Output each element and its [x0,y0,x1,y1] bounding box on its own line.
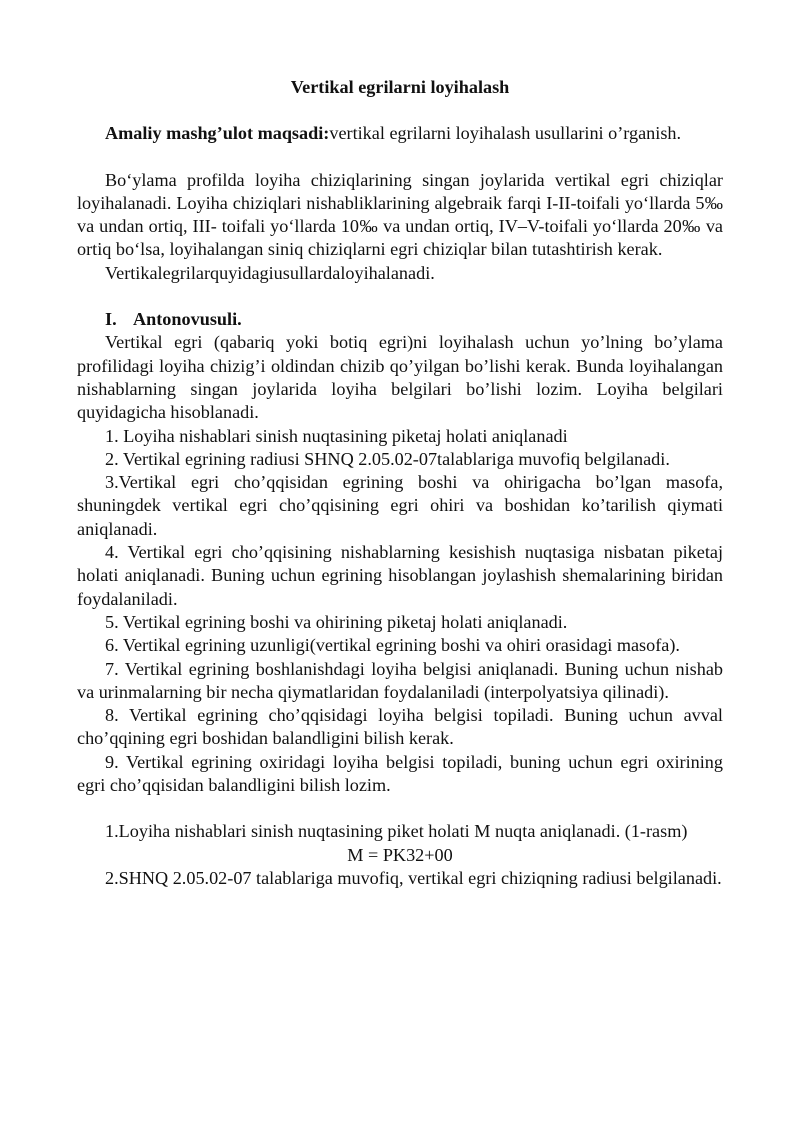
section-heading [77,308,723,331]
step-2-paragraph: 2.SHNQ 2.05.02-07 talablariga muvofiq, vertikal egri chiziqning radiusi belgilanadi. [105,867,722,888]
list-item: 7. Vertikal egrining boshlanishdagi loyiha belgisi aniqlanadi. Buning uchun nishab va urinmalarning bir necha qiymatlaridan foydalaniladi (interpolyatsiya qilinadi). [77,658,723,702]
aim-text: vertikal egrilarni loyihalash usullarini o’rganish. [329,123,682,144]
spacer [77,797,723,820]
list-item: 6. Vertikal egrining uzunligi(vertikal egrining boshi va ohiri orasidagi masofa). [105,635,680,656]
spacer [77,285,723,308]
spacer [77,99,723,122]
list-item: 1. Loyiha nishablari sinish nuqtasining piketaj holati aniqlanadi [105,425,568,446]
section-paragraph: Vertikal egri (qabariq yoki botiq egri)ni loyihalash uchun yo’lning bo’ylama profilidagi loyiha chizig’i oldindan chizib qo’yilgan bo’lishi kerak. Bunda loyihalangan nishablarning singan joylarida loyiha belgilari bo’lishi lozim. Loyiha belgilari quyidagicha hisoblanadi. [77,332,723,423]
aim-label: Amaliy mashg’ulot maqsadi: [105,123,330,144]
list-item: 8. Vertikal egrining cho’qqisidagi loyiha belgisi topiladi. Buning uchun avval cho’qqining egri boshidan balandligini bilish kerak. [77,705,723,749]
spacer [77,146,723,169]
intro-paragraph: Bo‘ylama profilda loyiha chiziqlarining singan joylarida vertikal egri chiziqlar loyihalanadi. Loyiha chiziqlari nishabliklarining algebraik farqi I-II-toifali yo‘llarda 5‰ va undan ortiq, III- toifali yo‘llarda 10‰ va undan ortiq, IV–V-toifali yo‘llarda 20‰ va ortiq bo‘lsa, loyihalangan siniq chiziqlarni egri chiziqlar bilan tutashtirish kerak. [77,169,723,260]
list-item: 4. Vertikal egri cho’qqisining nishablarning kesishish nuqtasiga nisbatan piketaj holati aniqlanadi. Buning uchun egrining hisoblangan joylashish shemalarining biridan foydalaniladi. [77,542,723,609]
step-1-paragraph: 1.Loyiha nishablari sinish nuqtasining piket holati M nuqta aniqlanadi. (1-rasm) [105,821,688,842]
page-title: Vertikal egrilarni loyihalash [290,77,510,97]
section-number: I. [105,309,117,330]
intro-methods-line: Vertikalegrilarquyidagiusullardaloyihalanadi. [105,262,435,283]
list-item: 2. Vertikal egrining radiusi SHNQ 2.05.02-07talablariga muvofiq belgilanadi. [105,448,670,469]
section-title: Antonovusuli. [133,309,242,330]
list-item: 5. Vertikal egrining boshi va ohirining piketaj holati aniqlanadi. [105,611,568,632]
list-item: 3.Vertikal egri cho’qqisidan egrining boshi va ohirigacha bo’lgan masofa, shuningdek vertikal egri cho’qqisining egri ohiri va boshidan ko’tarilish qiymati aniqlanadi. [77,472,723,539]
list-item: 9. Vertikal egrining oxiridagi loyiha belgisi topiladi, buning uchun egri oxirining egri cho’qqisidan balandligini bilish lozim. [77,751,723,796]
aim-paragraph [77,122,723,145]
equation: M = PK32+00 [347,844,453,865]
